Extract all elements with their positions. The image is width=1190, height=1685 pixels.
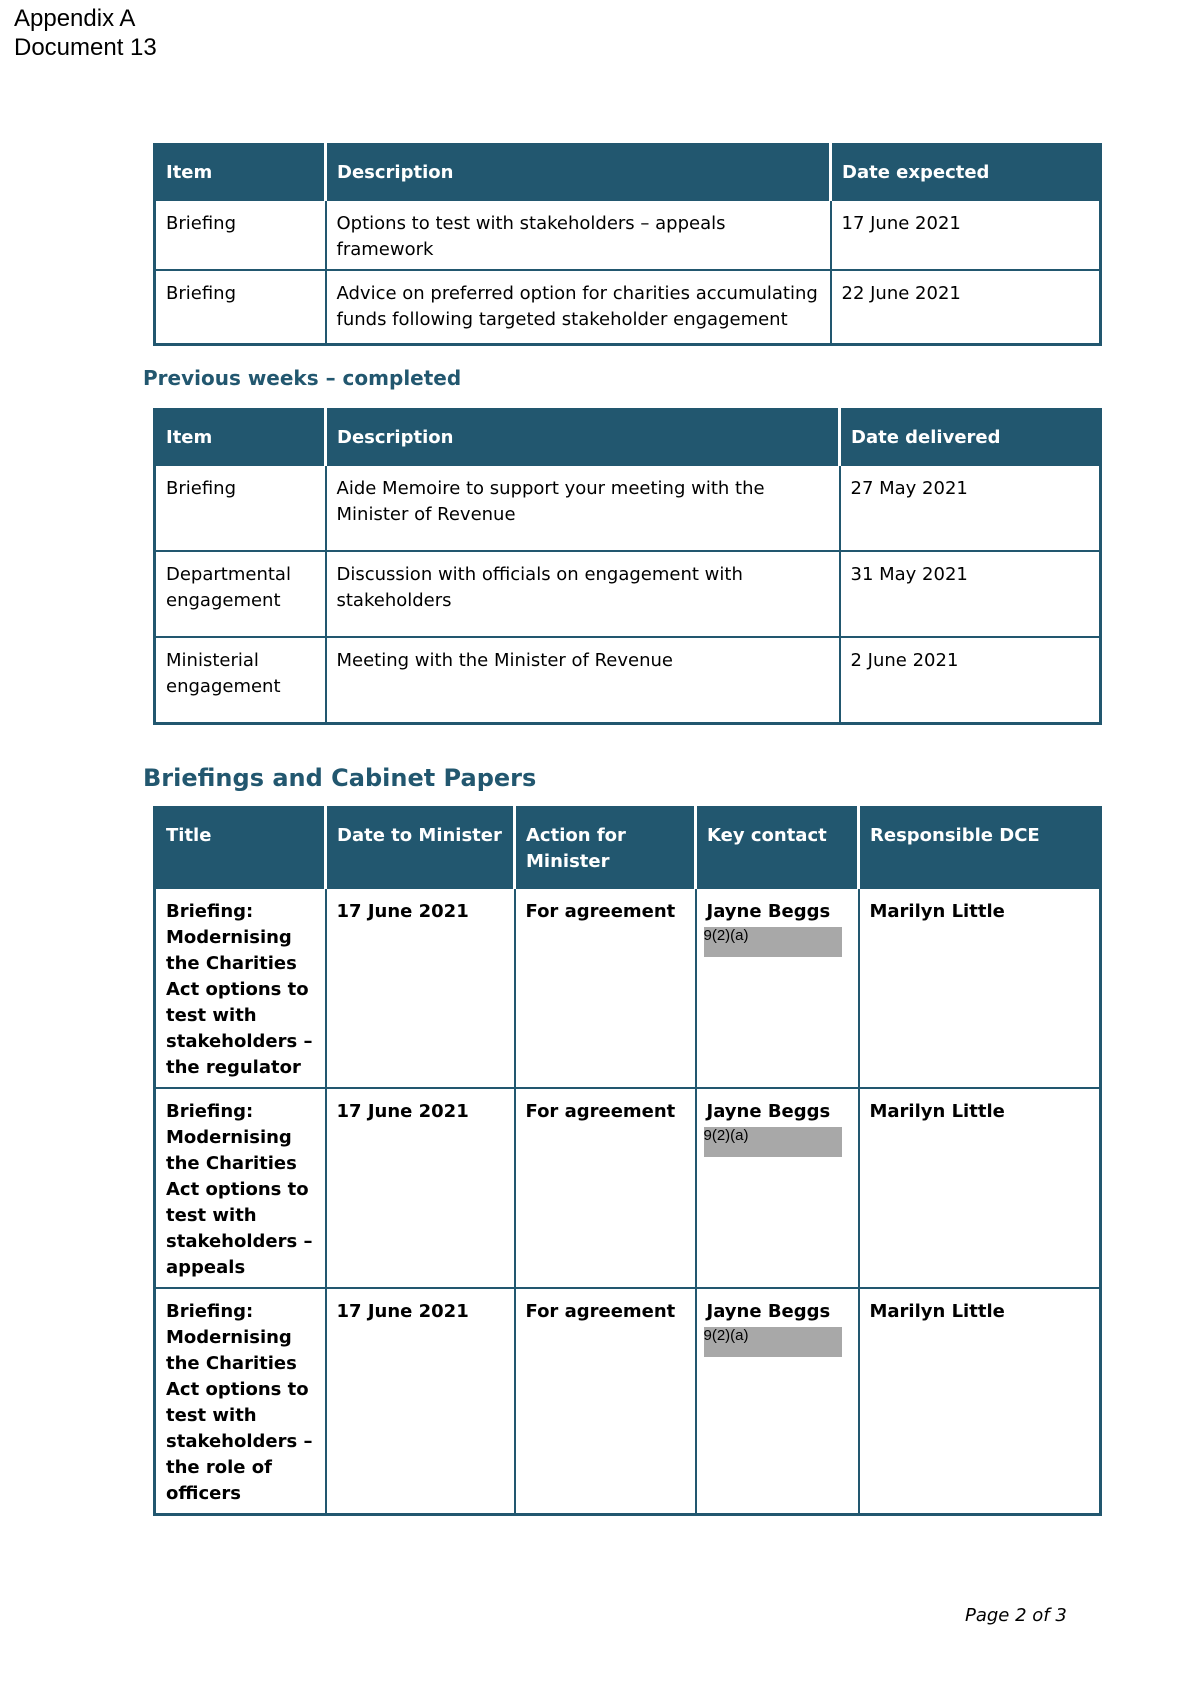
column-header-description: Description (326, 145, 831, 201)
document-number: Document 13 (14, 34, 157, 61)
table-row (155, 465, 1101, 551)
redaction-box: 9(2)(a) (704, 1327, 842, 1357)
title-cell: Briefing: Modernising the Charities Act options to test with stakeholders – appeals (155, 1088, 326, 1288)
description-cell: Options to test with stakeholders – appeals framework (326, 200, 831, 270)
table-row (155, 270, 1101, 345)
table-row (155, 637, 1101, 724)
contact-name: Jayne Beggs (706, 901, 831, 922)
dce-cell: Marilyn Little (859, 888, 1101, 1088)
briefings-table (153, 806, 1102, 1516)
previous-weeks-heading: Previous weeks – completed (143, 366, 462, 390)
contact-name: Jayne Beggs (706, 1101, 831, 1122)
dce-cell: Marilyn Little (859, 1088, 1101, 1288)
contact-cell (696, 1288, 859, 1515)
table-header-row (155, 410, 1101, 466)
action-cell: For agreement (515, 1088, 696, 1288)
contact-name: Jayne Beggs (706, 1301, 831, 1322)
column-header-action-for-minister: Action for Minister (515, 808, 696, 889)
table-header-row (155, 808, 1101, 889)
item-cell: Briefing (155, 465, 326, 551)
description-cell: Discussion with officials on engagement with stakeholders (326, 551, 840, 637)
title-cell: Briefing: Modernising the Charities Act options to test with stakeholders – the regulator (155, 888, 326, 1088)
table-row (155, 1288, 1101, 1515)
dce-cell: Marilyn Little (859, 1288, 1101, 1515)
table-row (155, 200, 1101, 270)
table-row (155, 888, 1101, 1088)
title-cell: Briefing: Modernising the Charities Act options to test with stakeholders – the role of officers (155, 1288, 326, 1515)
item-cell: Briefing (155, 200, 326, 270)
date-cell: 2 June 2021 (840, 637, 1101, 724)
contact-cell (696, 1088, 859, 1288)
item-cell: Briefing (155, 270, 326, 345)
date-cell: 17 June 2021 (326, 888, 515, 1088)
column-header-responsible-dce: Responsible DCE (859, 808, 1101, 889)
redaction-box: 9(2)(a) (704, 1127, 842, 1157)
page-number: Page 2 of 3 (965, 1605, 1067, 1626)
action-cell: For agreement (515, 888, 696, 1088)
date-cell: 31 May 2021 (840, 551, 1101, 637)
item-cell: Departmental engagement (155, 551, 326, 637)
upcoming-items-table (153, 143, 1102, 346)
column-header-item: Item (155, 145, 326, 201)
description-cell: Meeting with the Minister of Revenue (326, 637, 840, 724)
column-header-title: Title (155, 808, 326, 889)
briefings-heading: Briefings and Cabinet Papers (143, 764, 537, 792)
appendix-header (14, 4, 157, 62)
column-header-date-delivered: Date delivered (840, 410, 1101, 466)
column-header-date-expected: Date expected (831, 145, 1101, 201)
redaction-box: 9(2)(a) (704, 927, 842, 957)
description-cell: Advice on preferred option for charities accumulating funds following targeted stakeholder engagement (326, 270, 831, 345)
table-row (155, 551, 1101, 637)
column-header-key-contact: Key contact (696, 808, 859, 889)
contact-cell (696, 888, 859, 1088)
date-cell: 27 May 2021 (840, 465, 1101, 551)
table-row (155, 1088, 1101, 1288)
column-header-description: Description (326, 410, 840, 466)
date-cell: 17 June 2021 (326, 1088, 515, 1288)
previous-weeks-table (153, 408, 1102, 725)
date-cell: 17 June 2021 (326, 1288, 515, 1515)
date-cell: 17 June 2021 (831, 200, 1101, 270)
column-header-date-to-minister: Date to Minister (326, 808, 515, 889)
date-cell: 22 June 2021 (831, 270, 1101, 345)
table-header-row (155, 145, 1101, 201)
item-cell: Ministerial engagement (155, 637, 326, 724)
description-cell: Aide Memoire to support your meeting with the Minister of Revenue (326, 465, 840, 551)
appendix-label: Appendix A (14, 5, 136, 32)
column-header-item: Item (155, 410, 326, 466)
action-cell: For agreement (515, 1288, 696, 1515)
